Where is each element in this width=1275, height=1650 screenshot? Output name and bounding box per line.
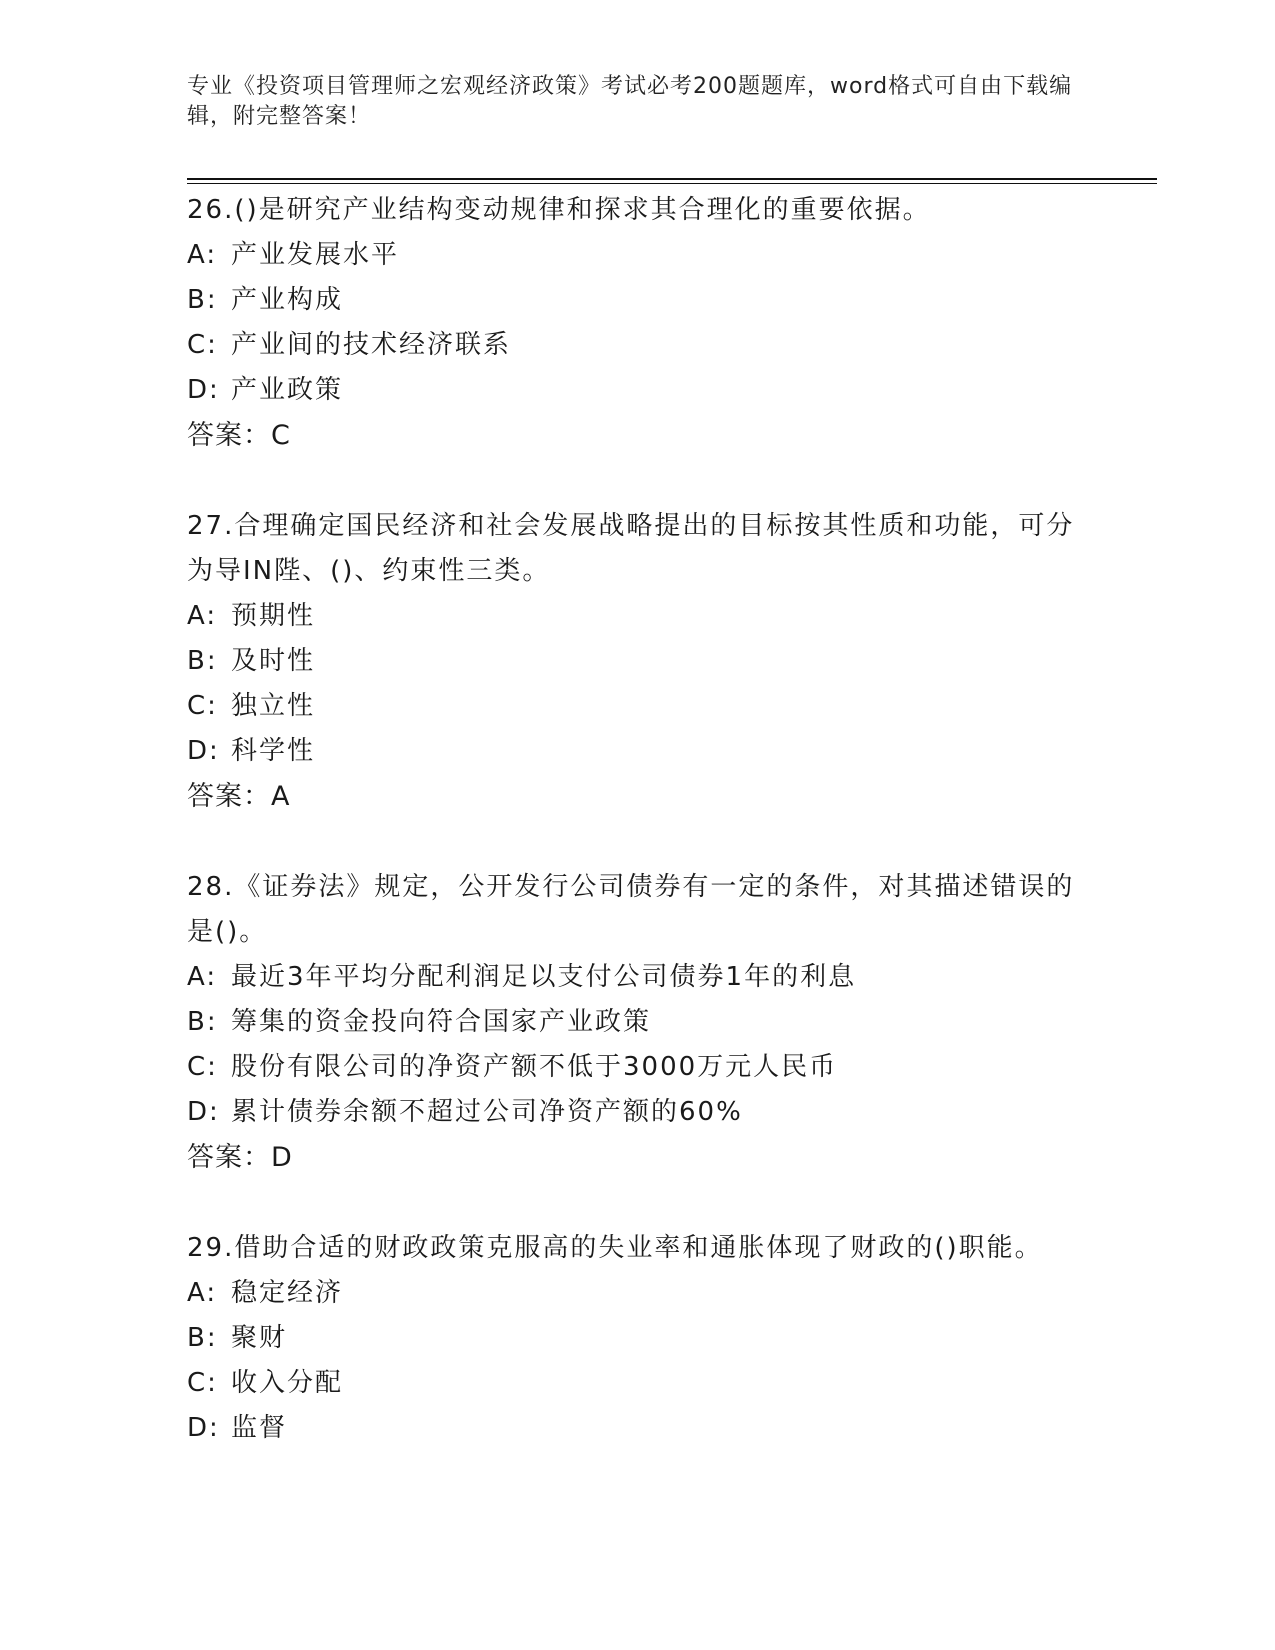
option-c <box>187 1045 1087 1090</box>
option-letter: C: <box>187 1368 218 1398</box>
option-text: 聚财 <box>231 1323 288 1353</box>
document-header: 专业《投资项目管理师之宏观经济政策》考试必考200题题库，word格式可自由下载编辑，附完整答案！ <box>187 74 1073 129</box>
option-text: 最近3年平均分配利润足以支付公司债券1年的利息 <box>231 962 857 992</box>
header-rule-thick <box>187 178 1157 180</box>
question-text: 29.借助合适的财政政策克服高的失业率和通胀体现了财政的()职能。 <box>187 1233 1043 1263</box>
option-text: 产业政策 <box>231 375 344 405</box>
option-text: 科学性 <box>231 736 316 766</box>
option-a <box>187 1271 1087 1316</box>
option-letter: A: <box>187 962 218 992</box>
option-text: 监督 <box>231 1413 288 1443</box>
option-letter: D: <box>187 375 220 405</box>
option-b <box>187 1000 1087 1045</box>
option-d <box>187 729 1087 774</box>
option-text: 收入分配 <box>231 1368 344 1398</box>
option-b <box>187 639 1087 684</box>
question-29 <box>187 1226 1087 1451</box>
header-rule-thin <box>187 183 1157 184</box>
question-text: 27.合理确定国民经济和社会发展战略提出的目标按其性质和功能，可分为导IN陛、()、约束性三类。 <box>187 511 1075 586</box>
answer-label: 答案：D <box>187 1142 293 1173</box>
option-text: 产业间的技术经济联系 <box>231 330 512 360</box>
option-text: 稳定经济 <box>231 1278 344 1308</box>
option-b <box>187 278 1087 323</box>
option-d <box>187 368 1087 413</box>
option-a <box>187 955 1087 1000</box>
option-text: 产业构成 <box>231 285 344 315</box>
option-letter: A: <box>187 1278 218 1308</box>
option-letter: D: <box>187 736 220 766</box>
question-text: 28.《证券法》规定，公开发行公司债券有一定的条件，对其描述错误的是()。 <box>187 872 1075 947</box>
option-a <box>187 233 1087 278</box>
option-text: 及时性 <box>231 646 316 676</box>
option-letter: D: <box>187 1097 220 1127</box>
option-letter: D: <box>187 1413 220 1443</box>
option-c <box>187 323 1087 368</box>
option-text: 累计债券余额不超过公司净资产额的60% <box>231 1097 743 1127</box>
option-a <box>187 594 1087 639</box>
option-letter: B: <box>187 646 218 676</box>
answer-label: 答案：A <box>187 781 291 812</box>
option-d <box>187 1090 1087 1135</box>
answer-label: 答案：C <box>187 420 291 451</box>
option-c <box>187 684 1087 729</box>
option-letter: B: <box>187 1007 218 1037</box>
option-text: 预期性 <box>231 601 316 631</box>
question-27 <box>187 504 1087 819</box>
option-text: 股份有限公司的净资产额不低于3000万元人民币 <box>231 1052 838 1082</box>
option-letter: C: <box>187 691 218 721</box>
option-d <box>187 1406 1087 1451</box>
question-text: 26.()是研究产业结构变动规律和探求其合理化的重要依据。 <box>187 195 931 225</box>
option-text: 筹集的资金投向符合国家产业政策 <box>231 1007 652 1037</box>
option-c <box>187 1361 1087 1406</box>
question-26 <box>187 188 1087 458</box>
question-28 <box>187 865 1087 1180</box>
option-b <box>187 1316 1087 1361</box>
option-letter: B: <box>187 1323 218 1353</box>
option-letter: B: <box>187 285 218 315</box>
option-letter: C: <box>187 330 218 360</box>
option-letter: C: <box>187 1052 218 1082</box>
option-letter: A: <box>187 240 218 270</box>
question-list <box>187 188 1087 1497</box>
option-letter: A: <box>187 601 218 631</box>
option-text: 产业发展水平 <box>231 240 400 270</box>
option-text: 独立性 <box>231 691 316 721</box>
